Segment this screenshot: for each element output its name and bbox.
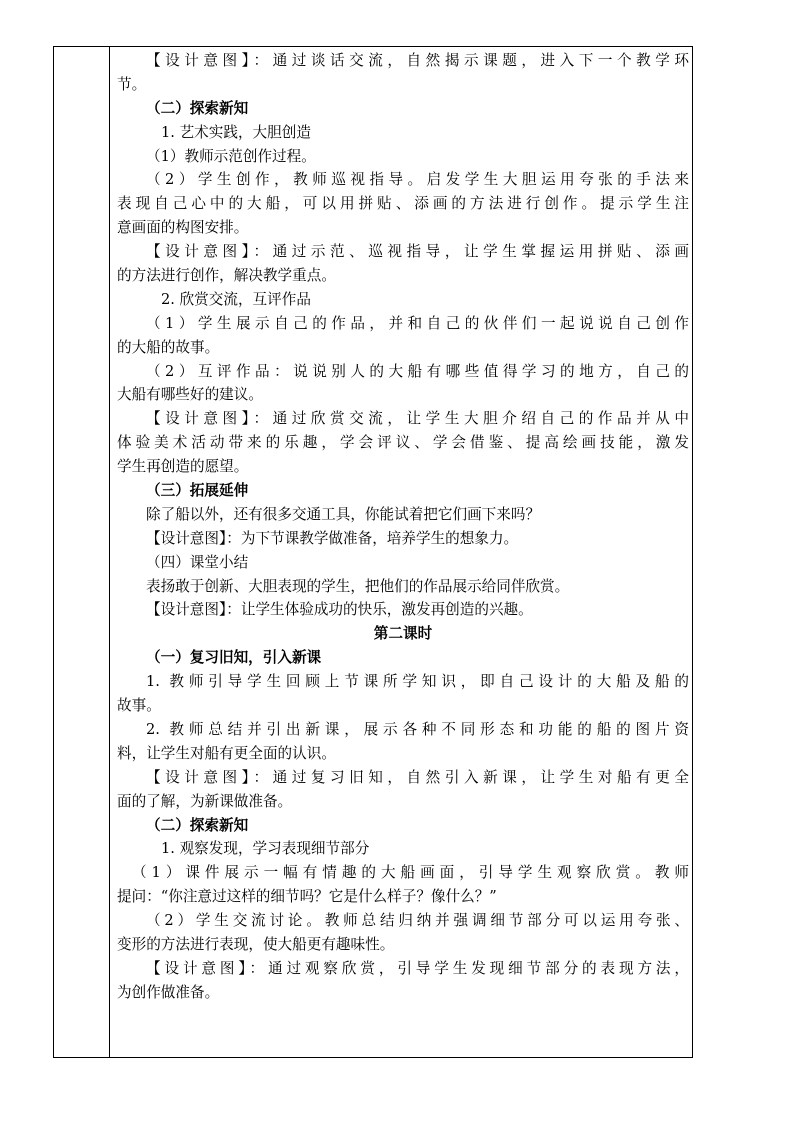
text-line: 的方法进行创作，解决教学重点。 xyxy=(117,267,336,285)
text-line: 【设计意图】：通过欣赏交流，让学生大胆介绍自己的作品并从中 xyxy=(146,410,689,428)
text-line: 【设计意图】：让学生体验成功的快乐，激发再创造的兴趣。 xyxy=(146,601,533,619)
text-line: 1. 教师引导学生回顾上节课所学知识，即自己设计的大船及船的 xyxy=(146,673,689,691)
text-line: 除了船以外，还有很多交通工具，你能试着把它们画下来吗？ xyxy=(146,505,541,523)
text-line: 【设计意图】：为下节课教学做准备，培养学生的想象力。 xyxy=(146,529,519,547)
section-heading: （三）拓展延伸 xyxy=(146,482,249,500)
text-line: （1）学生展示自己的作品，并和自己的伙伴们一起说说自己创作 xyxy=(146,314,689,332)
text-line: 面的了解，为新课做准备。 xyxy=(117,792,293,810)
lesson-title: 第二课时 xyxy=(373,625,433,643)
section-heading: （四）课堂小结 xyxy=(146,553,249,571)
text-line: （2）学生创作，教师巡视指导。启发学生大胆运用夸张的手法来 xyxy=(146,171,689,189)
text-line: 表现自己心中的大船，可以用拼贴、添画的方法进行创作。提示学生注 xyxy=(117,195,689,213)
text-line: 提问：“你注意过这样的细节吗？它是什么样子？像什么？” xyxy=(117,888,497,906)
text-line: （2）互评作品：说说别人的大船有哪些值得学习的地方，自己的 xyxy=(146,362,689,380)
text-line: 【设计意图】：通过观察欣赏，引导学生发现细节部分的表现方法， xyxy=(146,959,689,977)
text-line: 节。 xyxy=(117,75,147,93)
text-line: （1）课件展示一幅有情趣的大船画面，引导学生观察欣赏。教师 xyxy=(132,864,689,882)
text-line: （1）教师示范创作过程。 xyxy=(146,147,316,165)
section-heading: （一）复习旧知，引入新课 xyxy=(146,649,322,667)
text-line: （2）学生交流讨论。教师总结归纳并强调细节部分可以运用夸张、 xyxy=(146,912,689,930)
text-line: 【设计意图】：通过复习旧知，自然引入新课，让学生对船有更全 xyxy=(146,768,689,786)
section-heading: （二）探索新知 xyxy=(146,816,249,834)
text-line: 的大船的故事。 xyxy=(117,338,220,356)
text-line: 【设计意图】：通过示范、巡视指导，让学生掌握运用拼贴、添画 xyxy=(146,243,689,261)
text-line: 2. 教师总结并引出新课，展示各种不同形态和功能的船的图片资 xyxy=(146,720,689,738)
text-line: 料，让学生对船有更全面的认识。 xyxy=(117,744,336,762)
text-line: 学生再创造的愿望。 xyxy=(117,458,249,476)
text-line: 意画面的构图安排。 xyxy=(117,219,249,237)
text-line: 【设计意图】：通过谈话交流，自然揭示课题，进入下一个教学环 xyxy=(146,52,689,69)
subsection-heading: 1. 艺术实践，大胆创造 xyxy=(161,123,311,141)
lesson-content-cell xyxy=(117,49,689,1005)
lesson-plan-table xyxy=(53,46,693,1058)
table-column-divider xyxy=(109,47,110,1057)
text-line: 大船有哪些好的建议。 xyxy=(117,386,263,404)
text-line: 变形的方法进行表现，使大船更有趣味性。 xyxy=(117,935,395,953)
section-heading: （二）探索新知 xyxy=(146,99,249,117)
text-line: 表扬敢于创新、大胆表现的学生，把他们的作品展示给同伴欣赏。 xyxy=(146,577,570,595)
text-line: 为创作做准备。 xyxy=(117,983,220,1001)
text-line: 故事。 xyxy=(117,697,161,715)
subsection-heading: 2. 欣赏交流，互评作品 xyxy=(161,290,311,308)
subsection-heading: 1. 观察发现，学习表现细节部分 xyxy=(161,840,370,858)
text-line: 体验美术活动带来的乐趣，学会评议、学会借鉴、提高绘画技能，激发 xyxy=(117,434,689,452)
